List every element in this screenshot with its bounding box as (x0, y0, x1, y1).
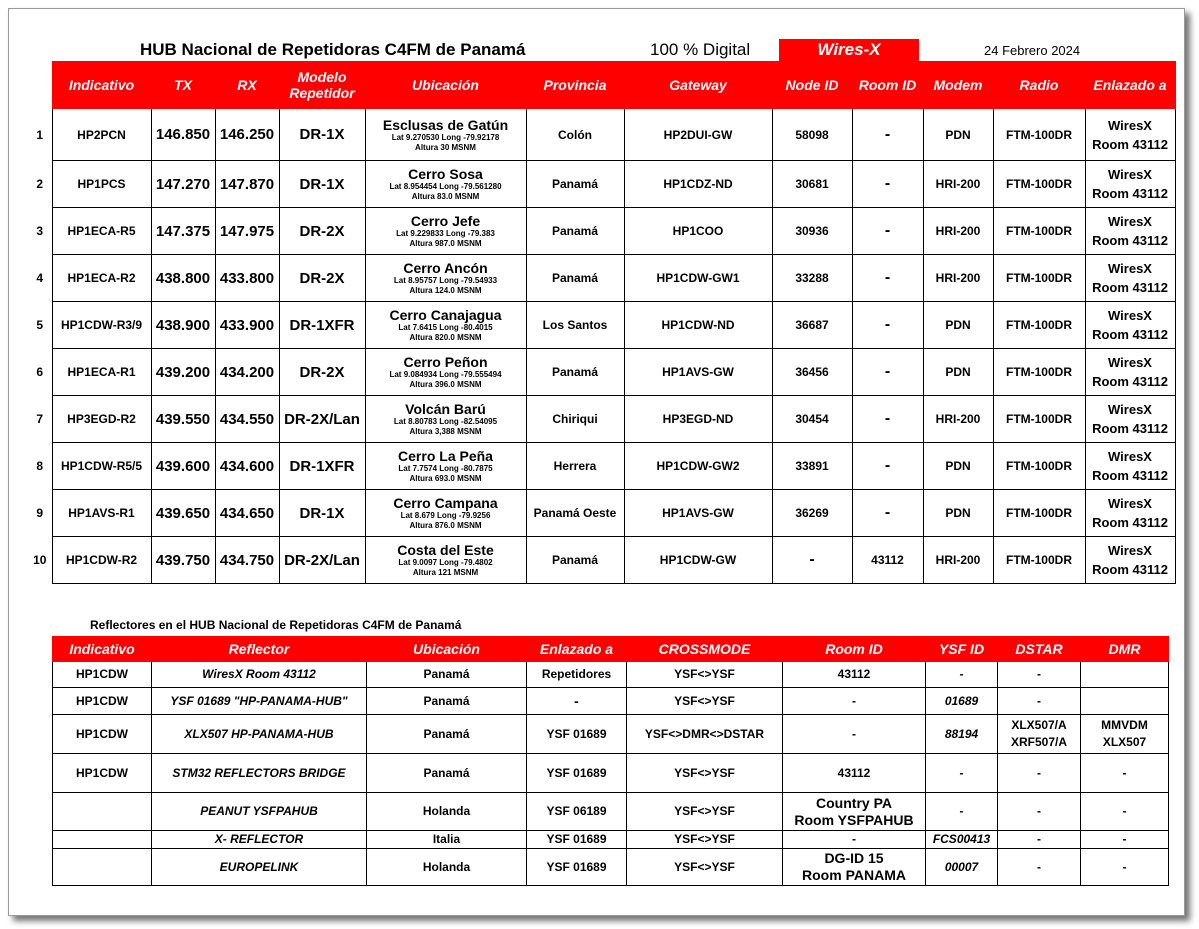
table-row (53, 662, 1169, 688)
crossmode-cell: YSF<>DMR<>DSTAR (627, 715, 783, 754)
dmr-cell: - (1081, 831, 1169, 849)
node-id-cell: 36687 (772, 302, 852, 349)
location-altitude: Altura 693.0 MSNM (409, 474, 482, 483)
modem-cell: HRI-200 (923, 208, 993, 255)
table-row (53, 793, 1169, 831)
reflector-cell: PEANUT YSFPAHUB (152, 793, 367, 831)
linked-to-line2: Room 43112 (1092, 374, 1168, 389)
reflector-cell: YSF 01689 "HP-PANAMA-HUB" (152, 688, 367, 715)
linked-to-cell: - (527, 688, 627, 715)
room-id-cell: Country PA Room YSFPAHUB (783, 793, 926, 831)
location-cell: Holanda (367, 849, 527, 886)
node-id-cell: 36269 (772, 490, 852, 537)
location-altitude: Altura 987.0 MSNM (409, 239, 482, 248)
gateway-cell: HP1CDW-ND (624, 302, 772, 349)
location-coords: Lat 9.0097 Long -79.4802 (398, 558, 493, 567)
callsign-cell (53, 793, 152, 831)
dmr-cell (1081, 688, 1169, 715)
dstar-cell: XLX507/A XRF507/A (998, 715, 1081, 754)
table-row (28, 255, 1175, 302)
tx-cell: 439.600 (151, 443, 215, 490)
province-cell: Panamá (526, 537, 624, 584)
dmr-cell: - (1081, 754, 1169, 793)
callsign-cell: HP1ECA-R5 (52, 208, 151, 255)
reflector-cell: EUROPELINK (152, 849, 367, 886)
linked-to-line2: Room 43112 (1092, 562, 1168, 577)
location-cell: Panamá (367, 715, 527, 754)
location-cell (365, 396, 526, 443)
linked-to-line2: Room 43112 (1092, 468, 1168, 483)
ysf-id-cell: - (926, 662, 998, 688)
dstar-cell: - (998, 688, 1081, 715)
location-coords: Lat 9.229833 Long -79.383 (396, 229, 495, 238)
ysf-id-cell: 01689 (926, 688, 998, 715)
room-id-cell: 43112 (783, 662, 926, 688)
radio-cell: FTM-100DR (993, 109, 1085, 161)
model-cell: DR-2X/Lan (279, 537, 365, 584)
rx-cell: 434.200 (215, 349, 279, 396)
column-header: Node ID (772, 62, 852, 109)
province-cell: Panamá (526, 255, 624, 302)
crossmode-cell: YSF<>YSF (627, 662, 783, 688)
reflector-cell: WiresX Room 43112 (152, 662, 367, 688)
model-cell: DR-1X (279, 109, 365, 161)
column-header: Modem (923, 62, 993, 109)
column-header: Ubicación (365, 62, 526, 109)
table-row (53, 831, 1169, 849)
node-id-cell: 33891 (772, 443, 852, 490)
rx-cell: 146.250 (215, 109, 279, 161)
crossmode-cell: YSF<>YSF (627, 688, 783, 715)
linked-to-cell: YSF 01689 (527, 849, 627, 886)
table-row (28, 302, 1175, 349)
column-header: Provincia (526, 62, 624, 109)
linked-to-cell (1085, 537, 1175, 584)
column-header: TX (151, 62, 215, 109)
reflector-cell: X- REFLECTOR (152, 831, 367, 849)
location-name: Cerro Jefe (410, 213, 481, 229)
location-cell: Holanda (367, 793, 527, 831)
radio-cell: FTM-100DR (993, 161, 1085, 208)
province-cell: Los Santos (526, 302, 624, 349)
column-header: Enlazado a (527, 637, 627, 662)
room-id-cell: - (852, 490, 923, 537)
tx-cell: 438.800 (151, 255, 215, 302)
radio-cell: FTM-100DR (993, 537, 1085, 584)
location-name: Cerro Ancón (403, 260, 488, 276)
location-altitude: Altura 83.0 MSNM (411, 192, 480, 201)
linked-to-cell: YSF 01689 (527, 831, 627, 849)
dstar-cell: - (998, 793, 1081, 831)
dstar-cell: - (998, 831, 1081, 849)
column-header: Indicativo (53, 637, 152, 662)
rx-cell: 434.650 (215, 490, 279, 537)
model-cell: DR-1X (279, 490, 365, 537)
ysf-id-cell: - (926, 793, 998, 831)
rx-cell: 434.550 (215, 396, 279, 443)
location-coords: Lat 7.6415 Long -80.4015 (398, 323, 493, 332)
column-header: DSTAR (998, 637, 1081, 662)
province-cell: Chiriqui (526, 396, 624, 443)
location-cell: Panamá (367, 754, 527, 793)
room-id-cell: - (852, 161, 923, 208)
repeaters-header-row (28, 62, 1175, 109)
location-cell (365, 443, 526, 490)
location-altitude: Altura 396.0 MSNM (409, 380, 482, 389)
province-cell: Herrera (526, 443, 624, 490)
column-header: Gateway (624, 62, 772, 109)
digital-label: 100 % Digital (650, 40, 751, 59)
gateway-cell: HP1AVS-GW (624, 349, 772, 396)
dmr-cell: MMVDM XLX507 (1081, 715, 1169, 754)
tx-cell: 439.750 (151, 537, 215, 584)
tx-cell: 147.375 (151, 208, 215, 255)
table-row (28, 490, 1175, 537)
callsign-cell: HP1CDW-R3/9 (52, 302, 151, 349)
row-number: 7 (36, 412, 44, 426)
gateway-cell: HP1AVS-GW (624, 490, 772, 537)
row-number: 5 (36, 318, 44, 332)
rx-cell: 147.870 (215, 161, 279, 208)
modem-cell: PDN (923, 349, 993, 396)
location-name: Cerro La Peña (398, 448, 493, 464)
column-header: Modelo Repetidor (279, 62, 365, 109)
node-id-cell: - (772, 537, 852, 584)
node-id-cell: 30681 (772, 161, 852, 208)
repeaters-table (28, 61, 1176, 584)
location-altitude: Altura 876.0 MSNM (409, 521, 482, 530)
room-id-cell: 43112 (852, 537, 923, 584)
tx-cell: 439.200 (151, 349, 215, 396)
location-cell (365, 537, 526, 584)
modem-cell: PDN (923, 443, 993, 490)
callsign-cell: HP1CDW (53, 662, 152, 688)
room-id-cell: 43112 (783, 754, 926, 793)
linked-to-line1: WiresX (1108, 117, 1152, 133)
table-row (28, 161, 1175, 208)
linked-to-cell: YSF 01689 (527, 715, 627, 754)
reflectors-subtitle: Reflectores en el HUB Nacional de Repetidoras C4FM de Panamá (90, 618, 462, 632)
gateway-cell: HP2DUI-GW (624, 109, 772, 161)
row-number: 3 (36, 224, 44, 238)
rx-cell: 434.750 (215, 537, 279, 584)
location-name: Cerro Canajagua (389, 307, 502, 323)
reflectors-header-row (53, 637, 1169, 662)
date-label: 24 Febrero 2024 (984, 43, 1081, 58)
column-header: Room ID (783, 637, 926, 662)
rx-cell: 147.975 (215, 208, 279, 255)
column-header: DMR (1081, 637, 1169, 662)
location-cell: Panamá (367, 662, 527, 688)
linked-to-line2: Room 43112 (1092, 233, 1168, 248)
table-row (53, 715, 1169, 754)
linked-to-line1: WiresX (1108, 214, 1152, 229)
location-cell (365, 349, 526, 396)
column-header: Reflector (152, 637, 367, 662)
linked-to-cell (1085, 490, 1175, 537)
row-number: 8 (36, 459, 44, 473)
location-name: Cerro Campana (393, 495, 498, 511)
node-id-cell: 36456 (772, 349, 852, 396)
table-row (28, 109, 1175, 161)
linked-to-line1: WiresX (1108, 449, 1152, 464)
table-row (28, 349, 1175, 396)
column-header: Enlazado a (1085, 62, 1175, 109)
column-header: RX (215, 62, 279, 109)
linked-to-line1: WiresX (1108, 261, 1152, 276)
province-cell: Panamá (526, 208, 624, 255)
callsign-cell: HP1ECA-R2 (52, 255, 151, 302)
linked-to-line2: Room 43112 (1092, 327, 1168, 342)
column-header: YSF ID (926, 637, 998, 662)
dmr-cell (1081, 662, 1169, 688)
province-cell: Panamá Oeste (526, 490, 624, 537)
dmr-cell: - (1081, 849, 1169, 886)
model-cell: DR-2X (279, 208, 365, 255)
model-cell: DR-1XFR (279, 302, 365, 349)
location-coords: Lat 8.954454 Long -79.561280 (389, 182, 502, 191)
column-header: Indicativo (52, 62, 151, 109)
location-altitude: Altura 124.0 MSNM (409, 286, 482, 295)
page-title: HUB Nacional de Repetidoras C4FM de Panamá (140, 40, 526, 59)
province-cell: Panamá (526, 349, 624, 396)
linked-to-cell (1085, 208, 1175, 255)
callsign-cell: HP1CDW-R2 (52, 537, 151, 584)
model-cell: DR-1XFR (279, 443, 365, 490)
location-cell (365, 208, 526, 255)
model-cell: DR-1X (279, 161, 365, 208)
row-number: 10 (33, 553, 47, 567)
location-cell (365, 255, 526, 302)
reflector-cell: STM32 REFLECTORS BRIDGE (152, 754, 367, 793)
location-cell (365, 302, 526, 349)
modem-cell: PDN (923, 490, 993, 537)
model-cell: DR-2X (279, 255, 365, 302)
gateway-cell: HP1CDW-GW2 (624, 443, 772, 490)
location-name: Esclusas de Gatún (382, 116, 509, 133)
location-altitude: Altura 121 MSNM (412, 568, 479, 577)
location-coords: Lat 8.679 Long -79.9256 (400, 511, 491, 520)
location-name: Cerro Peñon (403, 354, 488, 370)
dstar-cell: - (998, 849, 1081, 886)
crossmode-cell: YSF<>YSF (627, 793, 783, 831)
callsign-cell (53, 831, 152, 849)
callsign-cell (53, 849, 152, 886)
callsign-cell: HP1ECA-R1 (52, 349, 151, 396)
tx-cell: 438.900 (151, 302, 215, 349)
linked-to-cell (1085, 109, 1175, 161)
location-name: Costa del Este (397, 542, 494, 558)
callsign-cell: HP2PCN (52, 109, 151, 161)
linked-to-line2: Room 43112 (1092, 136, 1168, 152)
row-number: 9 (36, 506, 44, 520)
model-cell: DR-2X/Lan (279, 396, 365, 443)
crossmode-cell: YSF<>YSF (627, 754, 783, 793)
radio-cell: FTM-100DR (993, 396, 1085, 443)
location-altitude: Altura 820.0 MSNM (409, 333, 482, 342)
callsign-cell: HP1CDW-R5/5 (52, 443, 151, 490)
location-coords: Lat 9.084934 Long -79.555494 (389, 370, 502, 379)
ysf-id-cell: 88194 (926, 715, 998, 754)
radio-cell: FTM-100DR (993, 443, 1085, 490)
tx-cell: 147.270 (151, 161, 215, 208)
modem-cell: PDN (923, 109, 993, 161)
location-cell (365, 490, 526, 537)
ysf-id-cell: - (926, 754, 998, 793)
linked-to-cell (1085, 396, 1175, 443)
callsign-cell: HP3EGD-R2 (52, 396, 151, 443)
node-id-cell: 58098 (772, 109, 852, 161)
callsign-cell: HP1AVS-R1 (52, 490, 151, 537)
rx-cell: 434.600 (215, 443, 279, 490)
room-id-cell: - (852, 109, 923, 161)
linked-to-cell (1085, 302, 1175, 349)
column-header: Ubicación (367, 637, 527, 662)
room-id-cell: - (852, 255, 923, 302)
location-name: Volcán Barú (405, 401, 486, 417)
dmr-cell: - (1081, 793, 1169, 831)
radio-cell: FTM-100DR (993, 349, 1085, 396)
linked-to-line2: Room 43112 (1092, 515, 1168, 530)
room-id-cell: DG-ID 15 Room PANAMA (783, 849, 926, 886)
location-coords: Lat 7.7574 Long -80.7875 (398, 464, 493, 473)
location-altitude: Altura 3,388 MSNM (409, 427, 482, 436)
linked-to-line1: WiresX (1108, 496, 1152, 511)
room-id-cell: - (783, 831, 926, 849)
linked-to-cell: Repetidores (527, 662, 627, 688)
callsign-cell: HP1CDW (53, 688, 152, 715)
location-cell: Italia (367, 831, 527, 849)
gateway-cell: HP1COO (624, 208, 772, 255)
callsign-cell: HP1PCS (52, 161, 151, 208)
linked-to-cell: YSF 06189 (527, 793, 627, 831)
crossmode-cell: YSF<>YSF (627, 831, 783, 849)
linked-to-line2: Room 43112 (1092, 421, 1168, 436)
room-id-cell: - (852, 302, 923, 349)
table-row (28, 396, 1175, 443)
gateway-cell: HP1CDW-GW (624, 537, 772, 584)
linked-to-line2: Room 43112 (1092, 280, 1168, 295)
reflectors-table (52, 636, 1169, 886)
column-header: Radio (993, 62, 1085, 109)
room-id-cell: - (852, 396, 923, 443)
row-number: 4 (36, 271, 44, 285)
linked-to-cell (1085, 161, 1175, 208)
table-row (28, 208, 1175, 255)
room-id-cell: - (852, 208, 923, 255)
location-coords: Lat 8.95757 Long -79.54933 (393, 276, 498, 285)
node-id-cell: 30936 (772, 208, 852, 255)
gateway-cell: HP1CDZ-ND (624, 161, 772, 208)
row-number: 2 (36, 177, 44, 191)
radio-cell: FTM-100DR (993, 255, 1085, 302)
model-cell: DR-2X (279, 349, 365, 396)
modem-cell: HRI-200 (923, 255, 993, 302)
column-header: Room ID (852, 62, 923, 109)
dstar-cell: - (998, 662, 1081, 688)
radio-cell: FTM-100DR (993, 302, 1085, 349)
location-cell (365, 109, 526, 161)
node-id-cell: 30454 (772, 396, 852, 443)
table-row (53, 688, 1169, 715)
room-id-cell: - (783, 688, 926, 715)
gateway-cell: HP1CDW-GW1 (624, 255, 772, 302)
linked-to-line1: WiresX (1108, 308, 1152, 323)
radio-cell: FTM-100DR (993, 208, 1085, 255)
room-id-cell: - (852, 349, 923, 396)
reflector-cell: XLX507 HP-PANAMA-HUB (152, 715, 367, 754)
table-row (53, 849, 1169, 886)
location-name: Cerro Sosa (408, 166, 483, 182)
gateway-cell: HP3EGD-ND (624, 396, 772, 443)
callsign-cell: HP1CDW (53, 715, 152, 754)
ysf-id-cell: FCS00413 (926, 831, 998, 849)
location-altitude: Altura 30 MSNM (415, 142, 476, 152)
ysf-id-cell: 00007 (926, 849, 998, 886)
table-row (53, 754, 1169, 793)
column-header: CROSSMODE (627, 637, 783, 662)
location-coords: Lat 8.80783 Long -82.54095 (393, 417, 498, 426)
linked-to-cell (1085, 443, 1175, 490)
location-cell (365, 161, 526, 208)
location-coords: Lat 9.270530 Long -79.92178 (391, 132, 500, 142)
wiresx-badge: Wires-X (779, 39, 919, 61)
radio-cell: FTM-100DR (993, 490, 1085, 537)
modem-cell: PDN (923, 302, 993, 349)
linked-to-line2: Room 43112 (1092, 186, 1168, 201)
tx-cell: 439.650 (151, 490, 215, 537)
row-number: 1 (36, 127, 44, 142)
province-cell: Panamá (526, 161, 624, 208)
room-id-cell: - (783, 715, 926, 754)
row-number-header (28, 62, 52, 109)
tx-cell: 439.550 (151, 396, 215, 443)
dstar-cell: - (998, 754, 1081, 793)
modem-cell: HRI-200 (923, 396, 993, 443)
callsign-cell: HP1CDW (53, 754, 152, 793)
linked-to-cell (1085, 349, 1175, 396)
table-row (28, 537, 1175, 584)
row-number: 6 (36, 365, 44, 379)
location-cell: Panamá (367, 688, 527, 715)
rx-cell: 433.900 (215, 302, 279, 349)
crossmode-cell: YSF<>YSF (627, 849, 783, 886)
tx-cell: 146.850 (151, 109, 215, 161)
modem-cell: HRI-200 (923, 161, 993, 208)
modem-cell: HRI-200 (923, 537, 993, 584)
linked-to-line1: WiresX (1108, 355, 1152, 370)
rx-cell: 433.800 (215, 255, 279, 302)
province-cell: Colón (526, 109, 624, 161)
linked-to-line1: WiresX (1108, 543, 1152, 558)
table-row (28, 443, 1175, 490)
linked-to-line1: WiresX (1108, 402, 1152, 417)
linked-to-cell (1085, 255, 1175, 302)
linked-to-cell: YSF 01689 (527, 754, 627, 793)
linked-to-line1: WiresX (1108, 167, 1152, 182)
node-id-cell: 33288 (772, 255, 852, 302)
room-id-cell: - (852, 443, 923, 490)
